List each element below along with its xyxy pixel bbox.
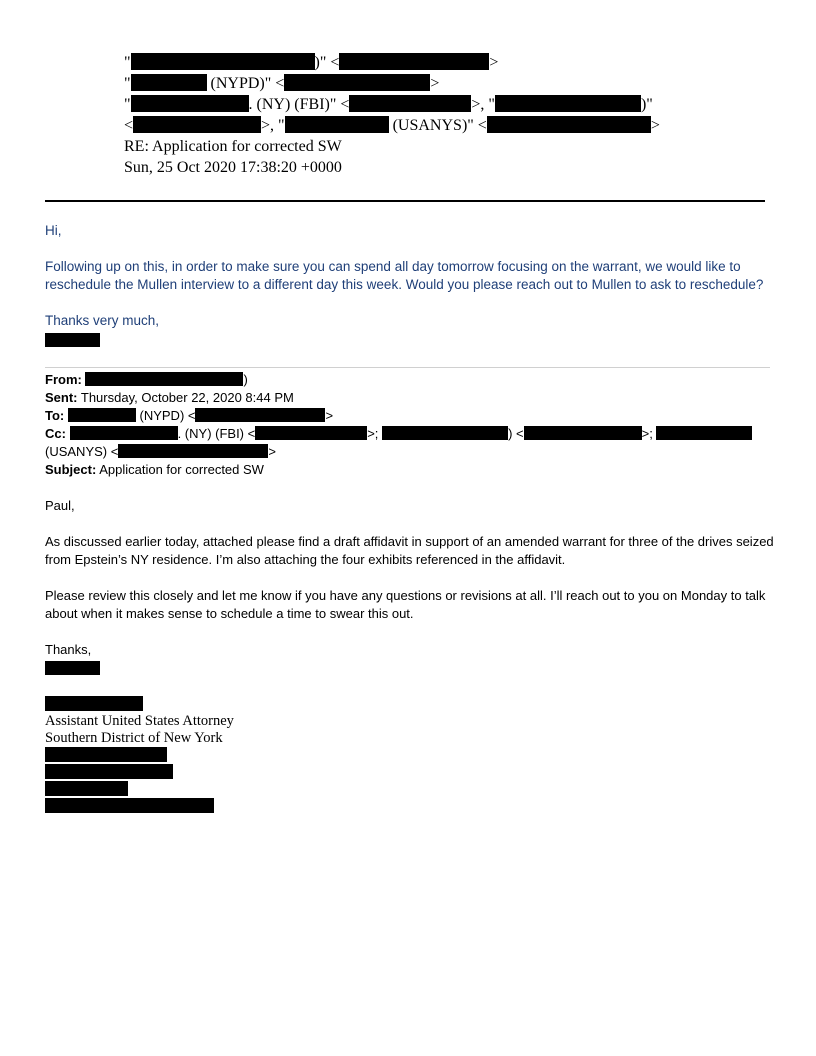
cc2-mid1: >, " <box>261 117 285 134</box>
quote-divider <box>45 367 770 368</box>
quoted-from-label: From: <box>45 372 82 387</box>
redaction <box>45 747 167 762</box>
reply-closing: Thanks very much, <box>45 313 160 328</box>
quoted-to-label: To: <box>45 408 65 423</box>
reply-body: Following up on this, in order to make sure you can spend all day tomorrow focusing on the warrant, we would like to reschedule the Mullen interview to a different day this week. Would you please reach out to Mullen to ask to reschedule? <box>45 259 764 292</box>
signature-title: Assistant United States Attorney <box>45 713 234 729</box>
quoted-cc2-end: > <box>268 444 276 459</box>
redaction <box>255 426 367 440</box>
subject-value: RE: Application for corrected SW <box>124 138 342 155</box>
quoted-subject-label: Subject: <box>45 462 97 477</box>
redaction <box>45 781 128 796</box>
redaction <box>495 95 641 112</box>
cc2-mid2: (USANYS)" < <box>392 117 487 134</box>
cc2-start: < <box>124 117 134 134</box>
quoted-sent-row <box>45 389 775 407</box>
redaction <box>382 426 508 440</box>
cc-mid2: >, " <box>471 96 495 113</box>
quoted-closing: Thanks, <box>45 642 92 657</box>
redaction <box>133 116 261 133</box>
reply-greeting: Hi, <box>45 223 62 238</box>
redaction <box>85 372 243 386</box>
date-value: Sun, 25 Oct 2020 17:38:20 +0000 <box>124 159 342 176</box>
quoted-cc2-start: (USANYS) < <box>45 444 119 459</box>
signature-office: Southern District of New York <box>45 730 223 746</box>
redaction <box>45 764 173 779</box>
from-mid: )" < <box>314 54 340 71</box>
quoted-sent-value: Thursday, October 22, 2020 8:44 PM <box>80 390 294 405</box>
to-end: > <box>430 75 440 92</box>
redaction <box>195 408 325 422</box>
quoted-subject-row <box>45 461 775 479</box>
quoted-from-row <box>45 371 775 389</box>
header-divider <box>45 200 765 202</box>
cc2-end: > <box>650 117 660 134</box>
redaction <box>487 116 651 133</box>
redaction <box>70 426 178 440</box>
cc-mid3: )" <box>640 96 653 113</box>
redaction <box>285 116 389 133</box>
redaction <box>118 444 268 458</box>
redaction <box>68 408 136 422</box>
redaction <box>45 798 214 813</box>
quoted-subject-value: Application for corrected SW <box>99 462 264 477</box>
redaction <box>45 696 143 711</box>
redaction <box>45 333 100 347</box>
quoted-cc-mid3: ) < <box>508 426 524 441</box>
from-quote: " <box>124 54 131 71</box>
quoted-to-mid: (NYPD) < <box>139 408 196 423</box>
quoted-cc-row-continued <box>45 443 775 461</box>
quoted-to-row <box>45 407 775 425</box>
quoted-cc-mid4: >; <box>641 426 653 441</box>
cc-quote: " <box>124 96 131 113</box>
to-mid: (NYPD)" < <box>210 75 285 92</box>
redaction <box>656 426 752 440</box>
quoted-sent-label: Sent: <box>45 390 78 405</box>
redaction <box>131 53 315 70</box>
from-end: > <box>489 54 499 71</box>
redaction <box>349 95 471 112</box>
quoted-paragraph-1: As discussed earlier today, attached please find a draft affidavit in support of an amended warrant for three of the drives seized from Epstein’s NY residence. I’m also attaching the four exhibits referenced in the affidavit. <box>45 534 774 567</box>
quoted-cc-label: Cc: <box>45 426 66 441</box>
quoted-cc-row <box>45 425 775 443</box>
quoted-to-end: > <box>325 408 334 423</box>
quoted-cc-mid1: . (NY) (FBI) < <box>177 426 256 441</box>
redaction <box>45 661 100 675</box>
to-quote: " <box>124 75 131 92</box>
redaction <box>131 95 249 112</box>
quoted-greeting: Paul, <box>45 498 75 513</box>
redaction <box>284 74 430 91</box>
redaction <box>339 53 489 70</box>
quoted-from-end: ) <box>243 372 248 387</box>
quoted-paragraph-2: Please review this closely and let me know if you have any questions or revisions at all. I’ll reach out to you on Monday to talk about when it makes sense to schedule a time to swear this out. <box>45 588 766 621</box>
redaction <box>131 74 207 91</box>
redaction <box>524 426 642 440</box>
quoted-cc-mid2: >; <box>367 426 379 441</box>
cc-mid1: . (NY) (FBI)" < <box>248 96 350 113</box>
